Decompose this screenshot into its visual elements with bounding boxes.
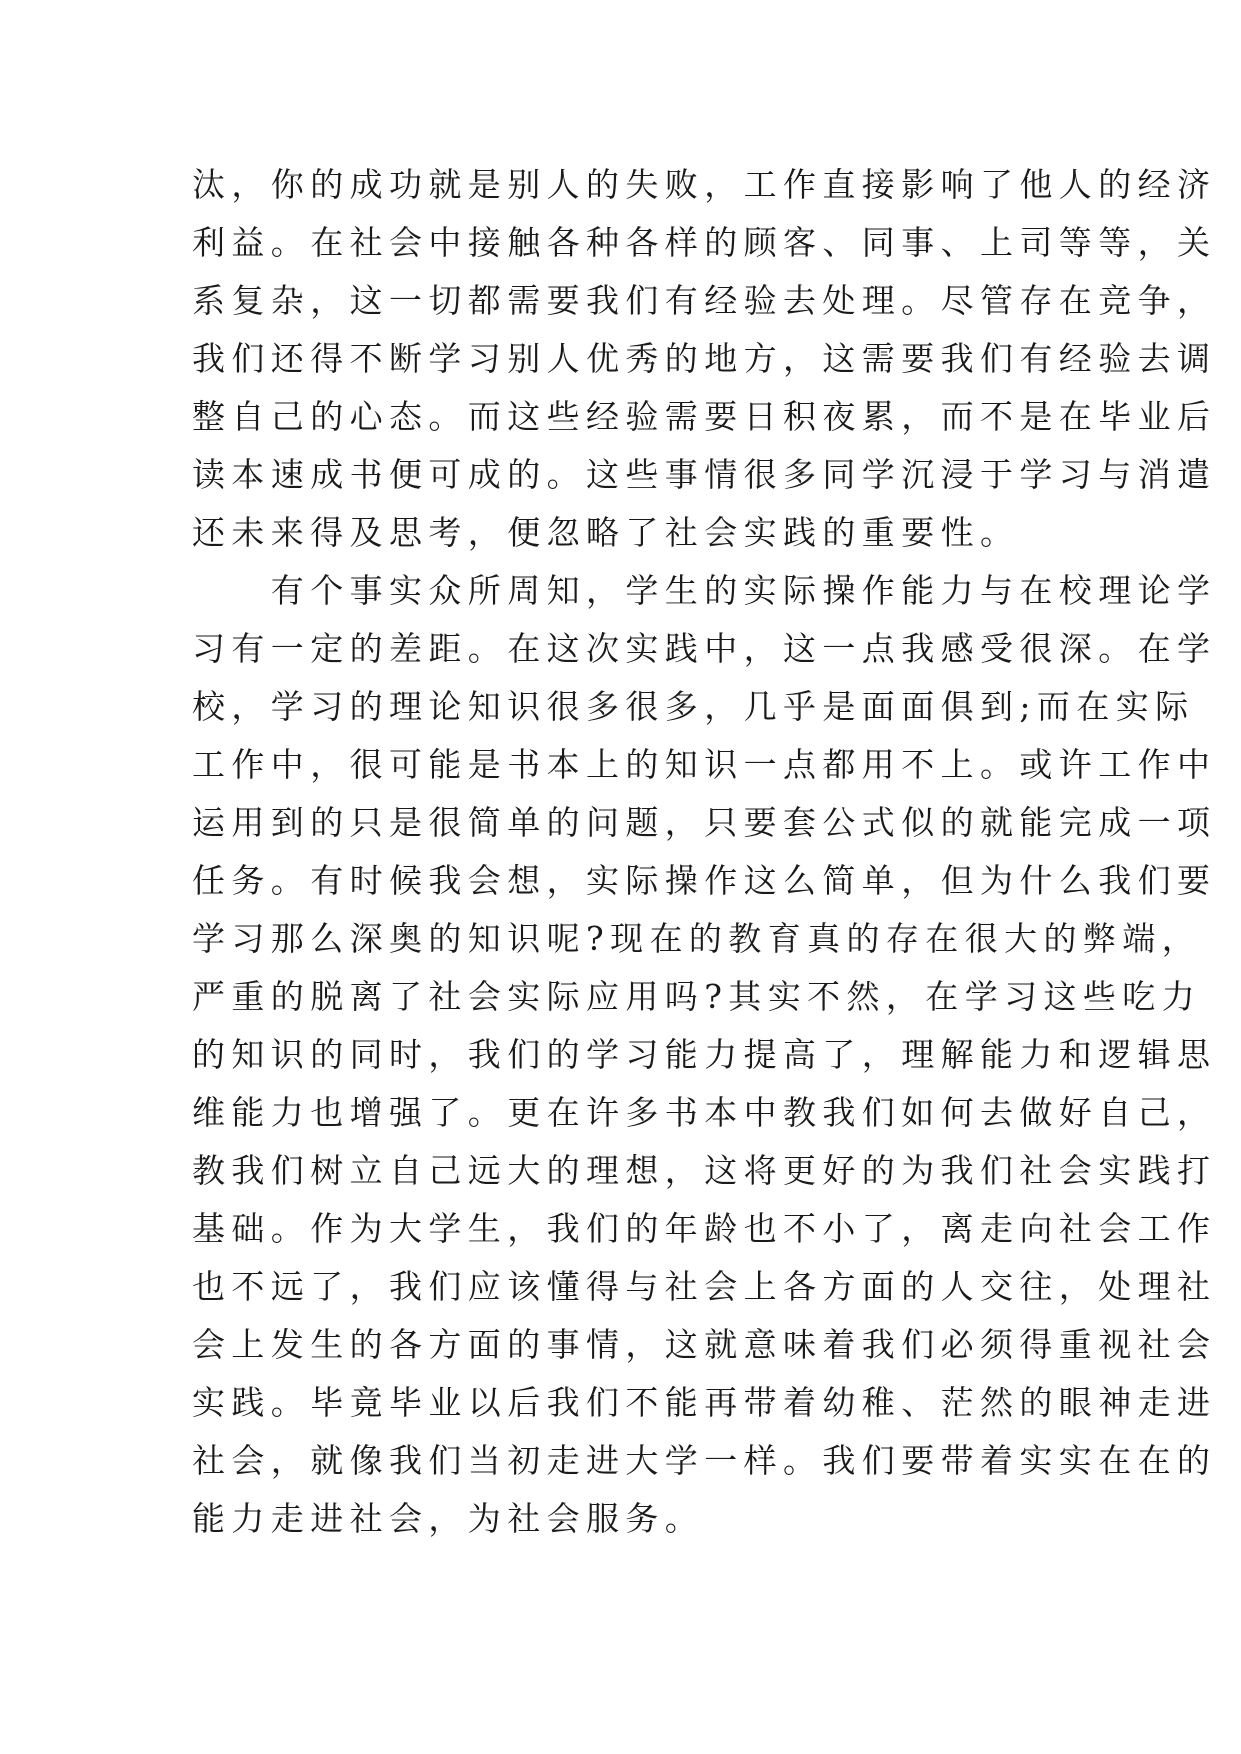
text-line: 严重的脱离了社会实际应用吗?其实不然，在学习这些吃力	[192, 977, 1202, 1016]
text-line: 校，学习的理论知识很多很多，几乎是面面俱到;而在实际	[192, 687, 1195, 726]
text-line: 汰，你的成功就是别人的失败，工作直接影响了他人的经济	[192, 165, 1217, 204]
text-line: 整自己的心态。而这些经验需要日积夜累，而不是在毕业后	[192, 397, 1217, 436]
text-line: 也不远了，我们应该懂得与社会上各方面的人交往，处理社	[192, 1267, 1217, 1306]
text-line: 工作中，很可能是书本上的知识一点都用不上。或许工作中	[192, 745, 1217, 784]
text-line: 基础。作为大学生，我们的年龄也不小了，离走向社会工作	[192, 1209, 1217, 1248]
body-text	[192, 156, 1217, 1548]
text-line: 实践。毕竟毕业以后我们不能再带着幼稚、茫然的眼神走进	[192, 1383, 1217, 1422]
text-line: 利益。在社会中接触各种各样的顾客、同事、上司等等，关	[192, 223, 1217, 262]
text-line: 能力走进社会，为社会服务。	[192, 1499, 705, 1538]
text-line: 会上发生的各方面的事情，这就意味着我们必须得重视社会	[192, 1325, 1217, 1364]
text-line: 有个事实众所周知，学生的实际操作能力与在校理论学	[192, 571, 1217, 610]
text-line: 习有一定的差距。在这次实践中，这一点我感受很深。在学	[192, 629, 1217, 668]
text-line: 任务。有时候我会想，实际操作这么简单，但为什么我们要	[192, 861, 1217, 900]
text-line: 我们还得不断学习别人优秀的地方，这需要我们有经验去调	[192, 339, 1217, 378]
text-line: 还未来得及思考，便忽略了社会实践的重要性。	[192, 513, 1020, 552]
text-line: 社会，就像我们当初走进大学一样。我们要带着实实在在的	[192, 1441, 1217, 1480]
text-line: 运用到的只是很简单的问题，只要套公式似的就能完成一项	[192, 803, 1217, 842]
text-line: 教我们树立自己远大的理想，这将更好的为我们社会实践打	[192, 1151, 1217, 1190]
text-line: 维能力也增强了。更在许多书本中教我们如何去做好自己，	[192, 1093, 1217, 1132]
text-line: 读本速成书便可成的。这些事情很多同学沉浸于学习与消遣	[192, 455, 1217, 494]
text-line: 的知识的同时，我们的学习能力提高了，理解能力和逻辑思	[192, 1035, 1217, 1074]
text-line: 学习那么深奥的知识呢?现在的教育真的存在很大的弊端，	[192, 919, 1202, 958]
text-line: 系复杂，这一切都需要我们有经验去处理。尽管存在竞争，	[192, 281, 1217, 320]
